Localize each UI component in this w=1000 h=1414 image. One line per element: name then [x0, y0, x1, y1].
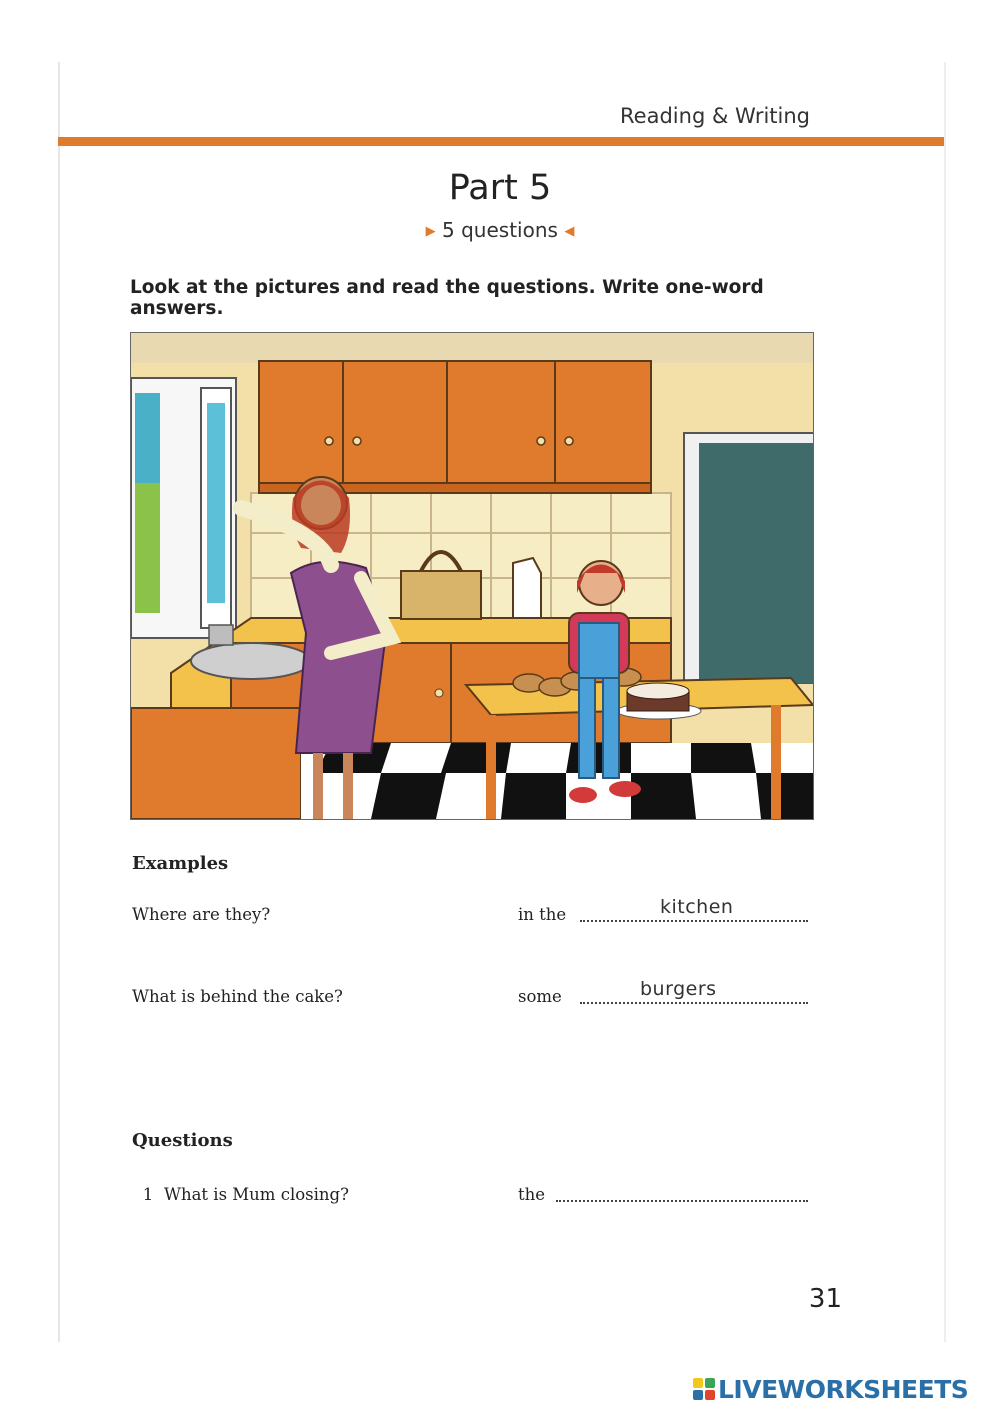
arrow-left-icon: ◀: [564, 224, 575, 239]
answer-prefix: in the: [518, 905, 567, 924]
answer-line: [580, 920, 808, 922]
part-title: Part 5: [448, 168, 552, 208]
examples-heading: Examples: [132, 853, 229, 874]
answer-prefix: some: [518, 987, 562, 1006]
page-edge-left: [58, 62, 60, 1342]
part-subtitle: 5 questions: [442, 218, 558, 242]
question-number: 1: [142, 1185, 154, 1204]
example-answer: kitchen: [660, 896, 734, 918]
page-number: 31: [808, 1284, 842, 1314]
kitchen-picture: [130, 332, 814, 820]
page-edge-right: [944, 62, 946, 1342]
example-question: Where are they?: [132, 905, 271, 924]
example-row: [132, 972, 812, 1012]
question-text: What is Mum closing?: [164, 1185, 349, 1204]
answer-prefix: the: [518, 1185, 546, 1204]
liveworksheets-logo-icon: [693, 1378, 715, 1400]
example-answer: burgers: [640, 978, 717, 1000]
answer-input-line[interactable]: [556, 1200, 808, 1202]
questions-heading: Questions: [132, 1130, 233, 1151]
section-label: Reading & Writing: [620, 104, 810, 128]
answer-line: [580, 1002, 808, 1004]
brand-text: LIVEWORKSHEETS: [718, 1374, 969, 1404]
example-row: [132, 890, 812, 930]
question-text-wrap: [132, 1185, 349, 1204]
header-rule: [58, 137, 944, 146]
part-subtitle-row: [0, 218, 1000, 242]
arrow-right-icon: ▶: [425, 224, 436, 239]
brand-logo: [693, 1374, 968, 1404]
question-row: [132, 1170, 812, 1210]
instruction-text: Look at the pictures and read the questions. Write one-word answers.: [130, 277, 764, 319]
example-question: What is behind the cake?: [132, 987, 343, 1006]
